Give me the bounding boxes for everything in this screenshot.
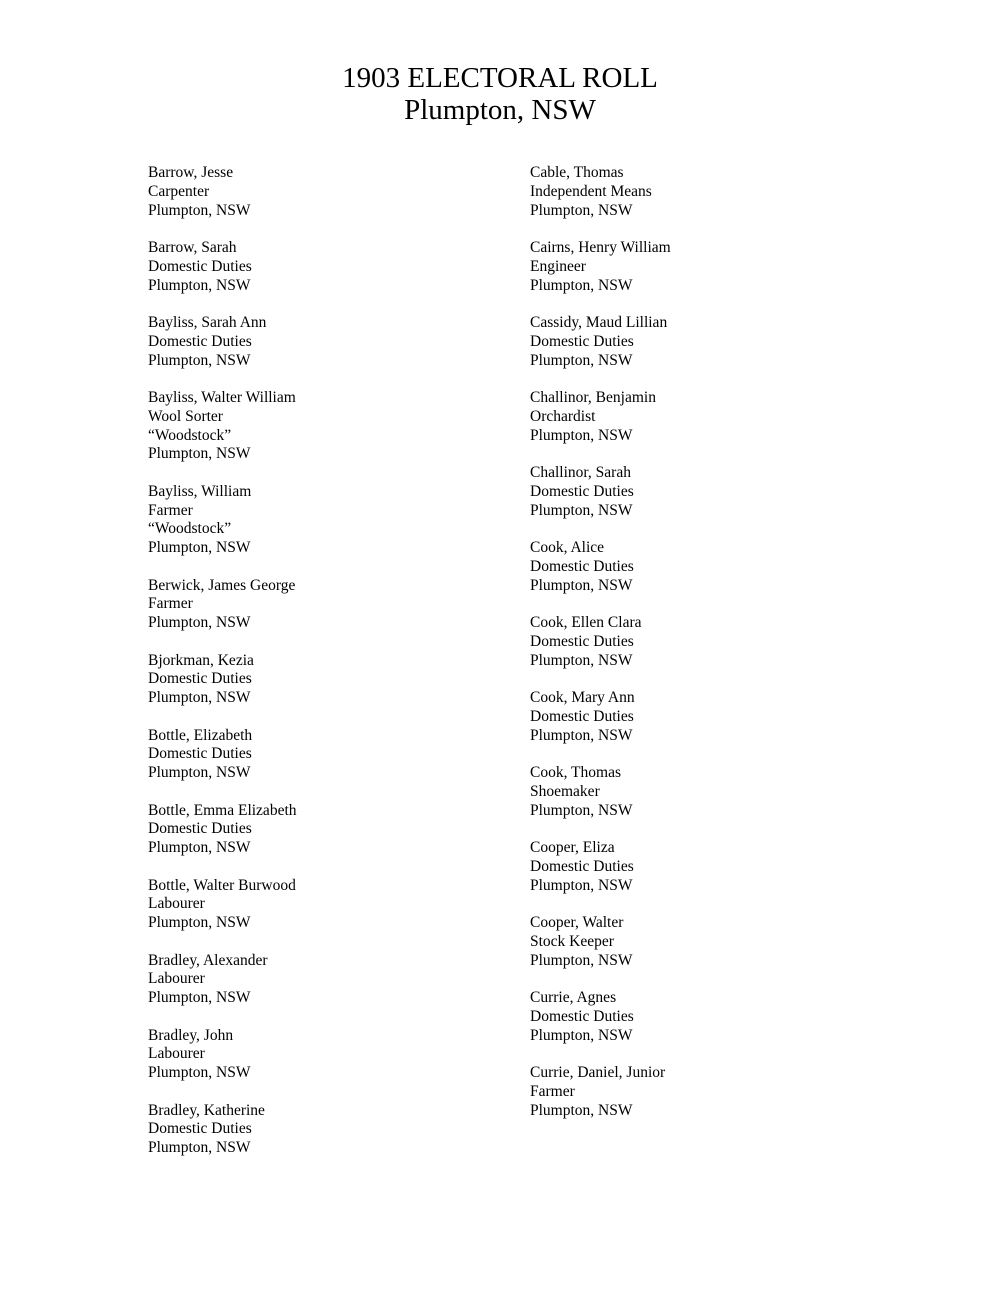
voter-entry: [148, 239, 488, 295]
page-title: 1903 ELECTORAL ROLL: [342, 62, 658, 94]
voter-occupation: Labourer: [148, 895, 205, 913]
voter-entry: [148, 952, 488, 1008]
voter-locality: Plumpton, NSW: [530, 501, 633, 519]
voter-locality: Plumpton, NSW: [530, 426, 633, 444]
voter-name: Currie, Daniel, Junior: [530, 1064, 666, 1081]
voter-locality: Plumpton, NSW: [530, 801, 633, 819]
voter-name: Currie, Agnes: [530, 989, 617, 1006]
voter-name: Barrow, Sarah: [148, 239, 237, 256]
voter-name: Bradley, John: [148, 1026, 234, 1044]
voter-occupation: Orchardist: [530, 407, 596, 425]
voter-name: Bottle, Emma Elizabeth: [148, 801, 297, 819]
voter-residence: “Woodstock”: [148, 520, 232, 538]
voter-occupation: Independent Means: [530, 182, 652, 200]
voter-entry: [530, 764, 870, 820]
voter-entry: [148, 802, 488, 858]
voter-entry: [530, 689, 870, 745]
voter-name: Bradley, Alexander: [148, 951, 268, 969]
voter-occupation: Domestic Duties: [530, 482, 634, 500]
voter-locality: Plumpton, NSW: [148, 445, 251, 463]
voter-name: Cable, Thomas: [530, 164, 624, 181]
voter-occupation: Domestic Duties: [148, 745, 252, 763]
voter-entry: [148, 1102, 488, 1158]
voter-occupation: Domestic Duties: [148, 1120, 252, 1138]
voter-occupation: Domestic Duties: [530, 857, 634, 875]
voter-entry: [530, 314, 870, 370]
voter-entry: [530, 914, 870, 970]
voter-entry: [148, 727, 488, 783]
voter-entry: [148, 314, 488, 370]
voter-entry: [148, 483, 488, 558]
voter-occupation: Carpenter: [148, 182, 210, 200]
voter-occupation: Domestic Duties: [148, 257, 252, 275]
voter-locality: Plumpton, NSW: [148, 614, 251, 631]
voter-locality: Plumpton, NSW: [530, 201, 633, 219]
voter-locality: Plumpton, NSW: [530, 1026, 633, 1044]
voter-locality: Plumpton, NSW: [148, 351, 251, 369]
voter-locality: Plumpton, NSW: [148, 201, 251, 219]
voter-locality: Plumpton, NSW: [148, 989, 251, 1006]
voter-occupation: Domestic Duties: [530, 557, 634, 575]
voter-name: Bottle, Walter Burwood: [148, 876, 296, 894]
voter-entry: [530, 239, 870, 295]
voter-name: Berwick, James George: [148, 576, 296, 594]
voter-locality: Plumpton, NSW: [148, 689, 251, 706]
voter-occupation: Wool Sorter: [148, 407, 223, 425]
voter-entry: [530, 1064, 870, 1120]
page-subtitle: Plumpton, NSW: [404, 94, 596, 126]
voter-name: Bayliss, Walter William: [148, 389, 296, 406]
voter-entry: [148, 1027, 488, 1083]
voter-locality: Plumpton, NSW: [530, 951, 633, 969]
voter-occupation: Farmer: [148, 595, 193, 613]
voter-name: Cooper, Walter: [530, 914, 624, 931]
roll-column-right: [530, 164, 870, 1139]
voter-name: Bottle, Elizabeth: [148, 726, 253, 744]
voter-locality: Plumpton, NSW: [530, 1101, 633, 1119]
voter-occupation: Labourer: [148, 1045, 205, 1063]
voter-locality: Plumpton, NSW: [530, 651, 633, 669]
voter-occupation: Domestic Duties: [530, 707, 634, 725]
voter-locality: Plumpton, NSW: [530, 876, 633, 894]
voter-entry: [148, 389, 488, 464]
voter-entry: [530, 539, 870, 595]
voter-name: Bradley, Katherine: [148, 1101, 265, 1119]
voter-locality: Plumpton, NSW: [148, 914, 251, 931]
voter-name: Bjorkman, Kezia: [148, 651, 254, 669]
voter-name: Bayliss, William: [148, 482, 252, 500]
voter-name: Cairns, Henry William: [530, 239, 671, 256]
voter-entry: [530, 164, 870, 220]
voter-entry: [148, 877, 488, 933]
voter-locality: Plumpton, NSW: [148, 764, 251, 781]
voter-residence: “Woodstock”: [148, 426, 232, 444]
voter-locality: Plumpton, NSW: [148, 276, 251, 294]
voter-name: Challinor, Benjamin: [530, 389, 656, 406]
voter-entry: [530, 389, 870, 445]
voter-locality: Plumpton, NSW: [530, 576, 633, 594]
voter-name: Challinor, Sarah: [530, 464, 631, 481]
voter-locality: Plumpton, NSW: [530, 351, 633, 369]
voter-occupation: Labourer: [148, 970, 205, 988]
voter-locality: Plumpton, NSW: [148, 1064, 251, 1081]
voter-entry: [148, 652, 488, 708]
voter-occupation: Domestic Duties: [148, 820, 252, 838]
voter-name: Cooper, Eliza: [530, 839, 615, 856]
voter-locality: Plumpton, NSW: [530, 726, 633, 744]
voter-occupation: Domestic Duties: [530, 632, 634, 650]
voter-name: Bayliss, Sarah Ann: [148, 314, 267, 331]
voter-name: Cook, Thomas: [530, 764, 621, 781]
voter-name: Cassidy, Maud Lillian: [530, 314, 668, 331]
voter-occupation: Farmer: [148, 501, 193, 519]
voter-occupation: Stock Keeper: [530, 932, 614, 950]
voter-locality: Plumpton, NSW: [148, 839, 251, 856]
voter-entry: [148, 577, 488, 633]
voter-occupation: Farmer: [530, 1082, 575, 1100]
roll-column-left: [148, 164, 488, 1177]
voter-entry: [530, 614, 870, 670]
voter-entry: [148, 164, 488, 220]
voter-occupation: Domestic Duties: [148, 332, 252, 350]
voter-locality: Plumpton, NSW: [148, 1139, 251, 1156]
voter-entry: [530, 989, 870, 1045]
voter-occupation: Domestic Duties: [148, 670, 252, 688]
voter-name: Cook, Alice: [530, 539, 605, 556]
voter-locality: Plumpton, NSW: [148, 539, 251, 556]
voter-occupation: Engineer: [530, 257, 586, 275]
voter-name: Cook, Mary Ann: [530, 689, 635, 706]
voter-occupation: Domestic Duties: [530, 332, 634, 350]
voter-name: Barrow, Jesse: [148, 164, 234, 181]
voter-occupation: Domestic Duties: [530, 1007, 634, 1025]
voter-entry: [530, 839, 870, 895]
voter-entry: [530, 464, 870, 520]
voter-occupation: Shoemaker: [530, 782, 600, 800]
voter-name: Cook, Ellen Clara: [530, 614, 642, 631]
voter-locality: Plumpton, NSW: [530, 276, 633, 294]
